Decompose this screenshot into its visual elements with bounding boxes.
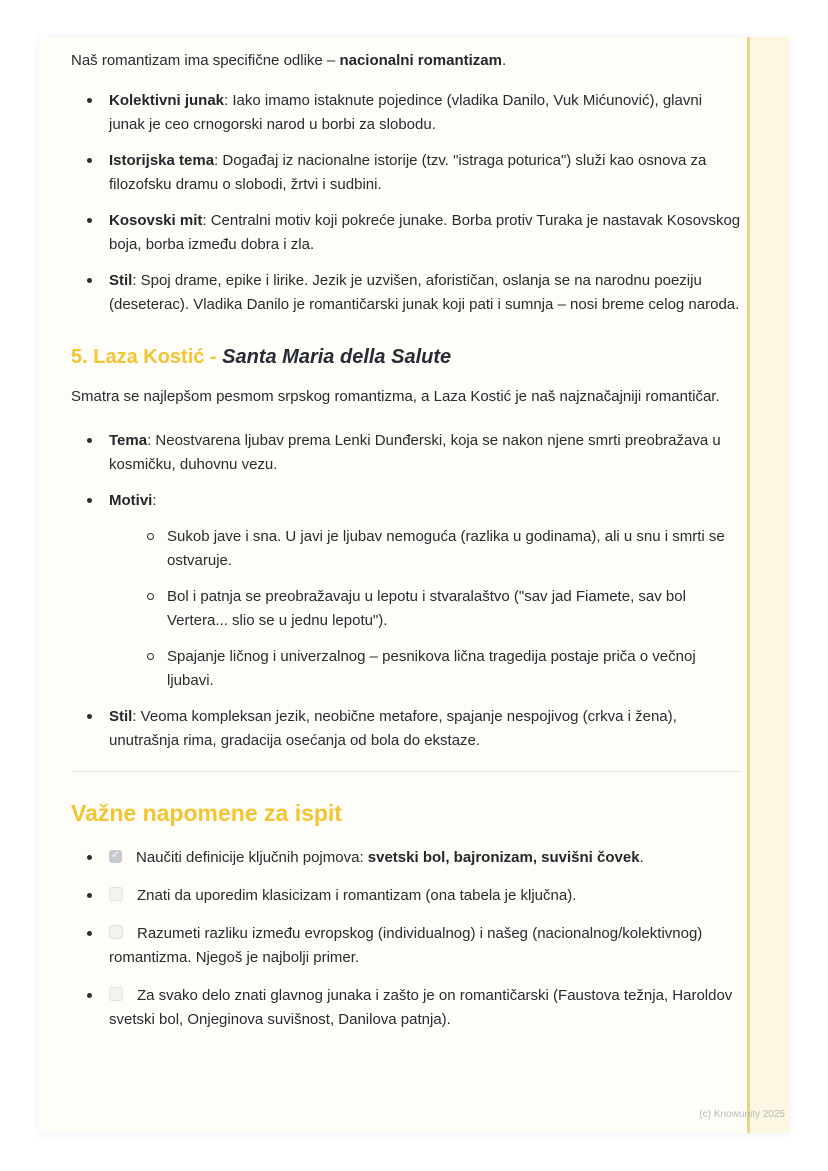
text-run: Za svako delo znati glavnog junaka i zašto je on romantičarski (Faustova težnja, Haroldov svetski bol, Onjeginova suvišnost, Danilova patnja).	[109, 987, 733, 1028]
sub-list	[109, 525, 741, 693]
text-run: Razumeti razliku između evropskog (individualnog) i našeg (nacionalnog/kolektivnog) romantizma. Njegoš je najbolji primer.	[109, 925, 703, 966]
intro-paragraph	[71, 49, 741, 73]
bold-text: Kosovski mit	[109, 212, 203, 229]
checkbox-unchecked[interactable]	[109, 925, 123, 939]
text-run: Spajanje ličnog i univerzalnog – pesnikova lična tragedija postaje priča o večnoj ljubavi.	[167, 648, 696, 689]
characteristic-item	[109, 269, 741, 317]
bold-text: Kolektivni junak	[109, 92, 225, 109]
text-run: : Spoj drame, epike i lirike. Jezik je uzvišen, aforističan, oslanja se na narodnu poeziju (deseterac). Vladika Danilo je romantičarski junak koji pati i sumnja – nosi breme celog naroda.	[109, 272, 740, 313]
analysis-item	[109, 429, 741, 477]
characteristic-item	[109, 149, 741, 197]
bold-text: Stil	[109, 708, 133, 725]
bold-text: nacionalni romantizam	[339, 52, 502, 69]
text-run: .	[502, 52, 507, 69]
analysis-item	[109, 705, 741, 753]
bold-text: Stil	[109, 272, 133, 289]
characteristic-item	[109, 209, 741, 257]
bold-text: Istorijska tema	[109, 152, 215, 169]
characteristic-item	[109, 89, 741, 137]
characteristics-list	[71, 89, 741, 317]
sub-list-item	[167, 645, 741, 693]
section-divider	[71, 771, 741, 772]
heading-number-author: 5. Laza Kostić -	[71, 346, 223, 368]
text-run: .	[639, 849, 644, 866]
bold-text: svetski bol, bajronizam, suvišni čovek	[367, 849, 640, 866]
bold-text: Tema	[109, 432, 148, 449]
sub-list-item	[167, 585, 741, 633]
exam-checklist	[71, 846, 741, 1032]
checklist-item	[109, 984, 741, 1032]
laza-intro-paragraph: Smatra se najlepšom pesmom srpskog romantizma, a Laza Kostić je naš najznačajniji romantičar.	[71, 388, 720, 405]
checkbox-unchecked[interactable]	[109, 987, 123, 1001]
section-heading-notes: Važne napomene za ispit	[71, 800, 342, 826]
checklist-item	[109, 922, 741, 970]
text-run: Naučiti definicije ključnih pojmova:	[136, 849, 368, 866]
analysis-item	[109, 489, 741, 693]
text-run: : Centralni motiv koji pokreće junake. Borba protiv Turaka je nastavak Kosovskog boja, borba između dobra i zla.	[109, 212, 741, 253]
laza-analysis-list	[71, 429, 741, 753]
text-run: : Iako imamo istaknute pojedince (vladika Danilo, Vuk Mićunović), glavni junak je ceo crnogorski narod u borbi za slobodu.	[109, 92, 703, 133]
checklist-item	[109, 846, 741, 870]
text-run: :	[152, 492, 157, 509]
text-run: Naš romantizam ima specifične odlike –	[71, 52, 340, 69]
text-run: Znati da uporedim klasicizam i romantizam (ona tabela je ključna).	[137, 887, 577, 904]
bold-text: Motivi	[109, 492, 153, 509]
checklist-item	[109, 884, 741, 908]
document-page	[39, 37, 789, 1133]
sub-list-item	[167, 525, 741, 573]
heading-work-title: Santa Maria della Salute	[222, 346, 452, 368]
text-run: : Neostvarena ljubav prema Lenki Dunđerski, koja se nakon njene smrti preobražava u kosmičku, duhovnu vezu.	[109, 432, 721, 473]
text-run: : Veoma kompleksan jezik, neobične metafore, spajanje nespojivog (crkva i žena), unutrašnja rima, gradacija osećanja od bola do ekstaze.	[109, 708, 677, 749]
text-run: Sukob jave i sna. U javi je ljubav nemoguća (razlika u godinama), ali u snu i smrti se ostvaruje.	[167, 528, 725, 569]
text-run: Bol i patnja se preobražavaju u lepotu i stvaralaštvo ("sav jad Fiamete, sav bol Vertera... slio se u jednu lepotu").	[167, 588, 686, 629]
copyright-footer: (c) Knowunity 2025	[699, 1109, 785, 1120]
checkbox-unchecked[interactable]	[109, 887, 123, 901]
section-heading-laza	[71, 343, 741, 371]
text-run: : Događaj iz nacionalne istorije (tzv. "istraga poturica") služi kao osnova za filozofsku dramu o slobodi, žrtvi i sudbini.	[109, 152, 707, 193]
checkbox-checked[interactable]	[109, 850, 122, 863]
page-content	[39, 37, 789, 1072]
